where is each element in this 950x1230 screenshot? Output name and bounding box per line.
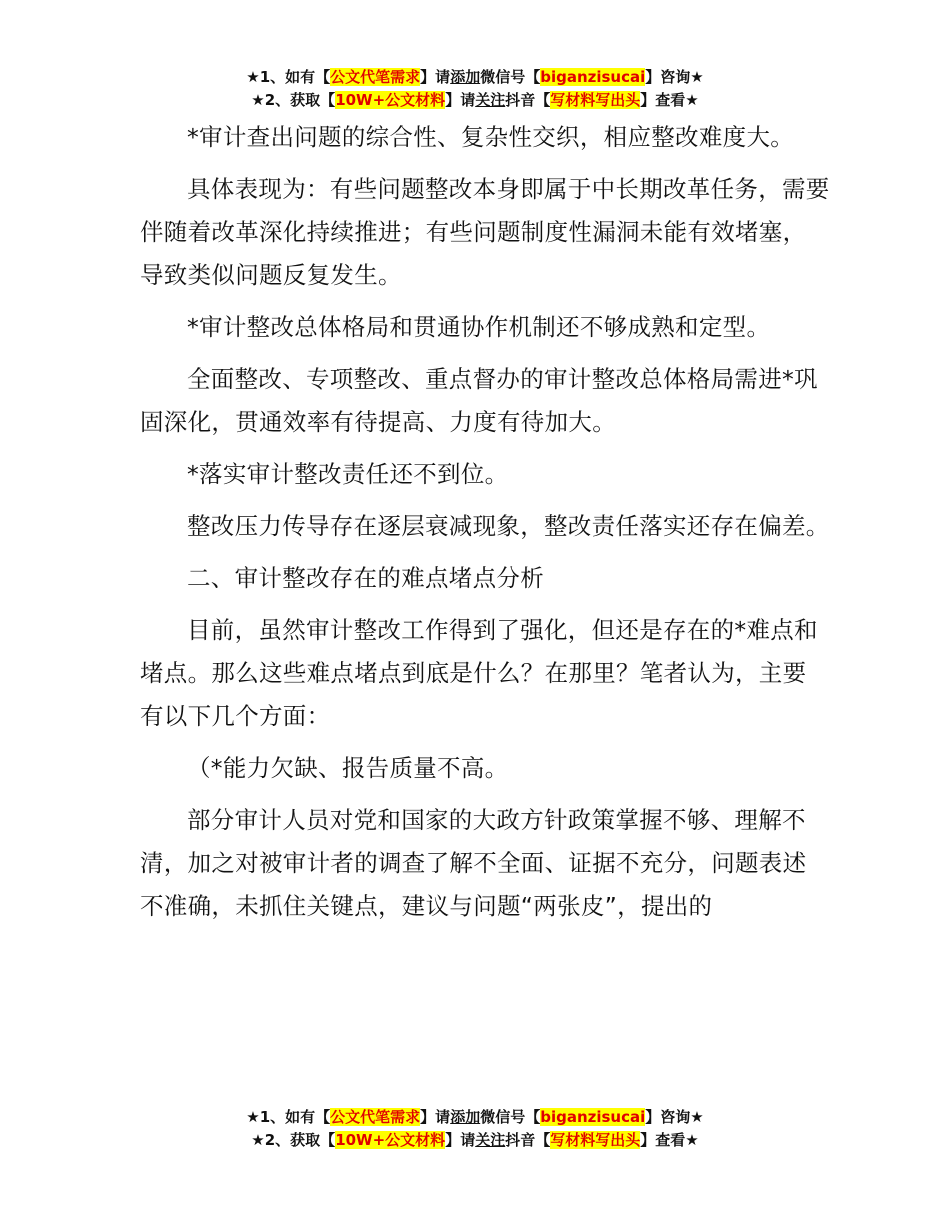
banner-text: 】咨询★ [645, 1108, 704, 1126]
banner-underlined-text: 关注 [475, 1131, 506, 1149]
banner-text: 】请 [445, 91, 476, 109]
banner-text: 微信号【 [480, 1108, 541, 1126]
banner-line-2 [0, 89, 950, 112]
paragraph: 部分审计人员对党和国家的大政方针政策掌握不够、理解不清，加之对被审计者的调查了解不全面、证据不充分，问题表述不准确，未抓住关键点，建议与问题“两张皮”，提出的 [140, 806, 807, 920]
highlight-ghostwriting: 公文代笔需求 [330, 68, 421, 86]
banner-line-1 [0, 66, 950, 89]
banner-text: ★1、如有【 [246, 1108, 331, 1126]
section-heading: 二、审计整改存在的难点堵点分析 [187, 564, 544, 592]
highlight-wechat-id: biganzisucai [540, 68, 646, 86]
paragraph: 目前，虽然审计整改工作得到了强化，但还是存在的*难点和堵点。那么这些难点堵点到底是什么？在那里？笔者认为，主要有以下几个方面： [140, 616, 818, 730]
highlight-douyin-account: 写材料写出头 [550, 1131, 641, 1149]
banner-text: 】请 [420, 68, 451, 86]
banner-text: ★2、获取【 [251, 1131, 336, 1149]
highlight-ghostwriting: 公文代笔需求 [330, 1108, 421, 1126]
banner-text: 】查看★ [640, 1131, 699, 1149]
paragraph: 具体表现为：有些问题整改本身即属于中长期改革任务，需要伴随着改革深化持续推进；有些问题制度性漏洞未能有效堵塞，导致类似问题反复发生。 [140, 175, 830, 289]
banner-line-1 [0, 1106, 950, 1129]
paragraph: 全面整改、专项整改、重点督办的审计整改总体格局需进*巩固深化，贯通效率有待提高、力度有待加大。 [140, 365, 818, 436]
banner-underlined-text: 添加 [450, 68, 481, 86]
banner-text: 】咨询★ [645, 68, 704, 86]
paragraph: *审计整改总体格局和贯通协作机制还不够成熟和定型。 [187, 313, 771, 341]
header-banner [0, 66, 950, 112]
banner-text: ★1、如有【 [246, 68, 331, 86]
banner-text: 】请 [420, 1108, 451, 1126]
paragraph: （*能力欠缺、报告质量不高。 [187, 754, 509, 782]
highlight-materials: 10W+公文材料 [335, 1131, 446, 1149]
paragraph: *落实审计整改责任还不到位。 [187, 460, 509, 488]
banner-underlined-text: 添加 [450, 1108, 481, 1126]
banner-text: 抖音【 [505, 91, 551, 109]
banner-underlined-text: 关注 [475, 91, 506, 109]
highlight-douyin-account: 写材料写出头 [550, 91, 641, 109]
document-body [140, 116, 830, 937]
banner-text: 抖音【 [505, 1131, 551, 1149]
footer-banner [0, 1106, 950, 1152]
banner-text: 】查看★ [640, 91, 699, 109]
banner-text: 】请 [445, 1131, 476, 1149]
highlight-wechat-id: biganzisucai [540, 1108, 646, 1126]
highlight-materials: 10W+公文材料 [335, 91, 446, 109]
paragraph: *审计查出问题的综合性、复杂性交织，相应整改难度大。 [187, 123, 795, 151]
banner-text: 微信号【 [480, 68, 541, 86]
banner-text: ★2、获取【 [251, 91, 336, 109]
paragraph: 整改压力传导存在逐层衰减现象，整改责任落实还存在偏差。 [187, 512, 830, 540]
banner-line-2 [0, 1129, 950, 1152]
